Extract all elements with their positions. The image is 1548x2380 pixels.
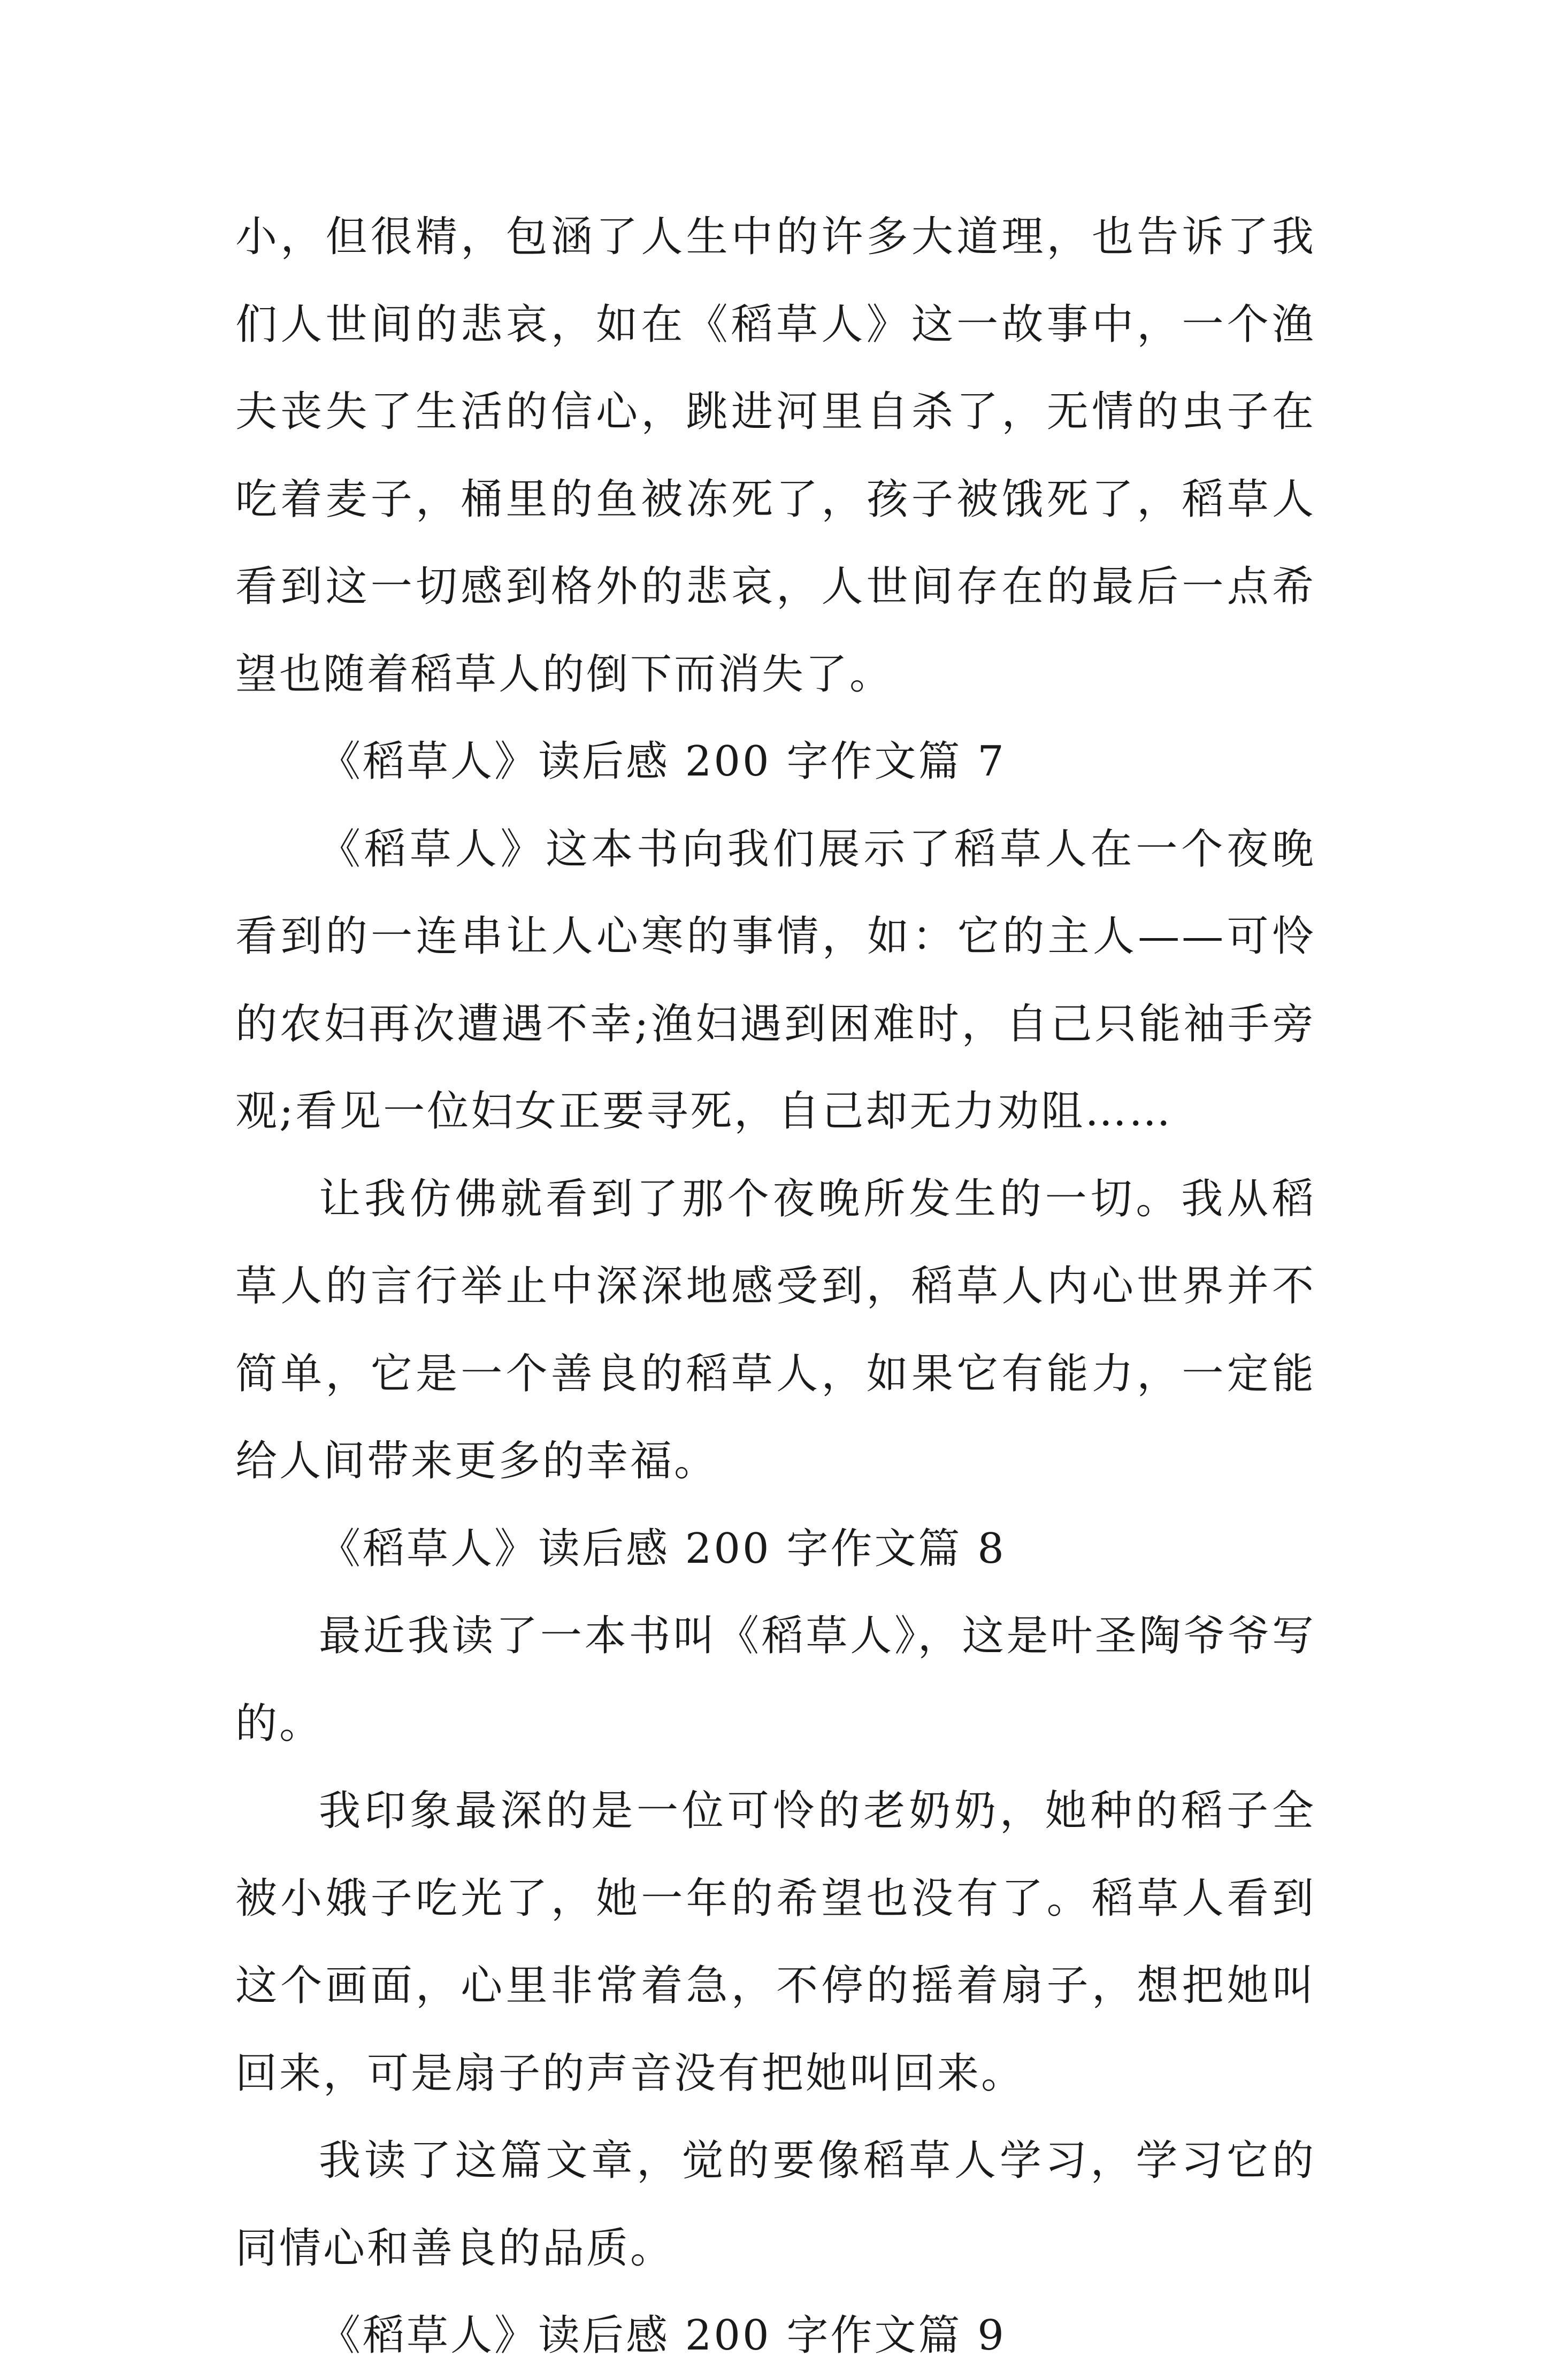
section-heading-7: 《稻草人》读后感 200 字作文篇 7 (319, 738, 1006, 786)
paragraph: 我读了这篇文章，觉的要像稻草人学习，学习它的同情心和善良的品质。 (235, 2137, 1316, 2272)
paragraph: 我印象最深的是一位可怜的老奶奶，她种的稻子全被小娥子吃光了，她一年的希望也没有了。稻草人看到这个画面，心里非常着急，不停的摇着扇子，想把她叫回来，可是扇子的声音没有把她叫回来。 (235, 1787, 1316, 2098)
paragraph: 《稻草人》这本书向我们展示了稻草人在一个夜晚看到的一连串让人心寒的事情，如：它的主人——可怜的农妇再次遭遇不幸;渔妇遇到困难时，自己只能袖手旁观;看见一位妇女正要寻死，自己却无力劝阻…… (235, 825, 1316, 1135)
paragraph: 最近我读了一本书叫《稻草人》，这是叶圣陶爷爷写的。 (235, 1612, 1316, 1748)
paragraph: 让我仿佛就看到了那个夜晚所发生的一切。我从稻草人的言行举止中深深地感受到，稻草人内心世界并不简单，它是一个善良的稻草人，如果它有能力，一定能给人间带来更多的幸福。 (235, 1174, 1316, 1485)
section-heading-8: 《稻草人》读后感 200 字作文篇 8 (319, 1524, 1006, 1573)
section-heading-9: 《稻草人》读后感 200 字作文篇 9 (319, 2312, 1006, 2360)
document-body (235, 194, 1316, 2380)
paragraph-continued: 小，但很精，包涵了人生中的许多大道理，也告诉了我们人世间的悲哀，如在《稻草人》这一故事中，一个渔夫丧失了生活的信心，跳进河里自杀了，无情的虫子在吃着麦子，桶里的鱼被冻死了，孩子被饿死了，稻草人看到这一切感到格外的悲哀，人世间存在的最后一点希望也随着稻草人的倒下而消失了。 (235, 213, 1316, 698)
